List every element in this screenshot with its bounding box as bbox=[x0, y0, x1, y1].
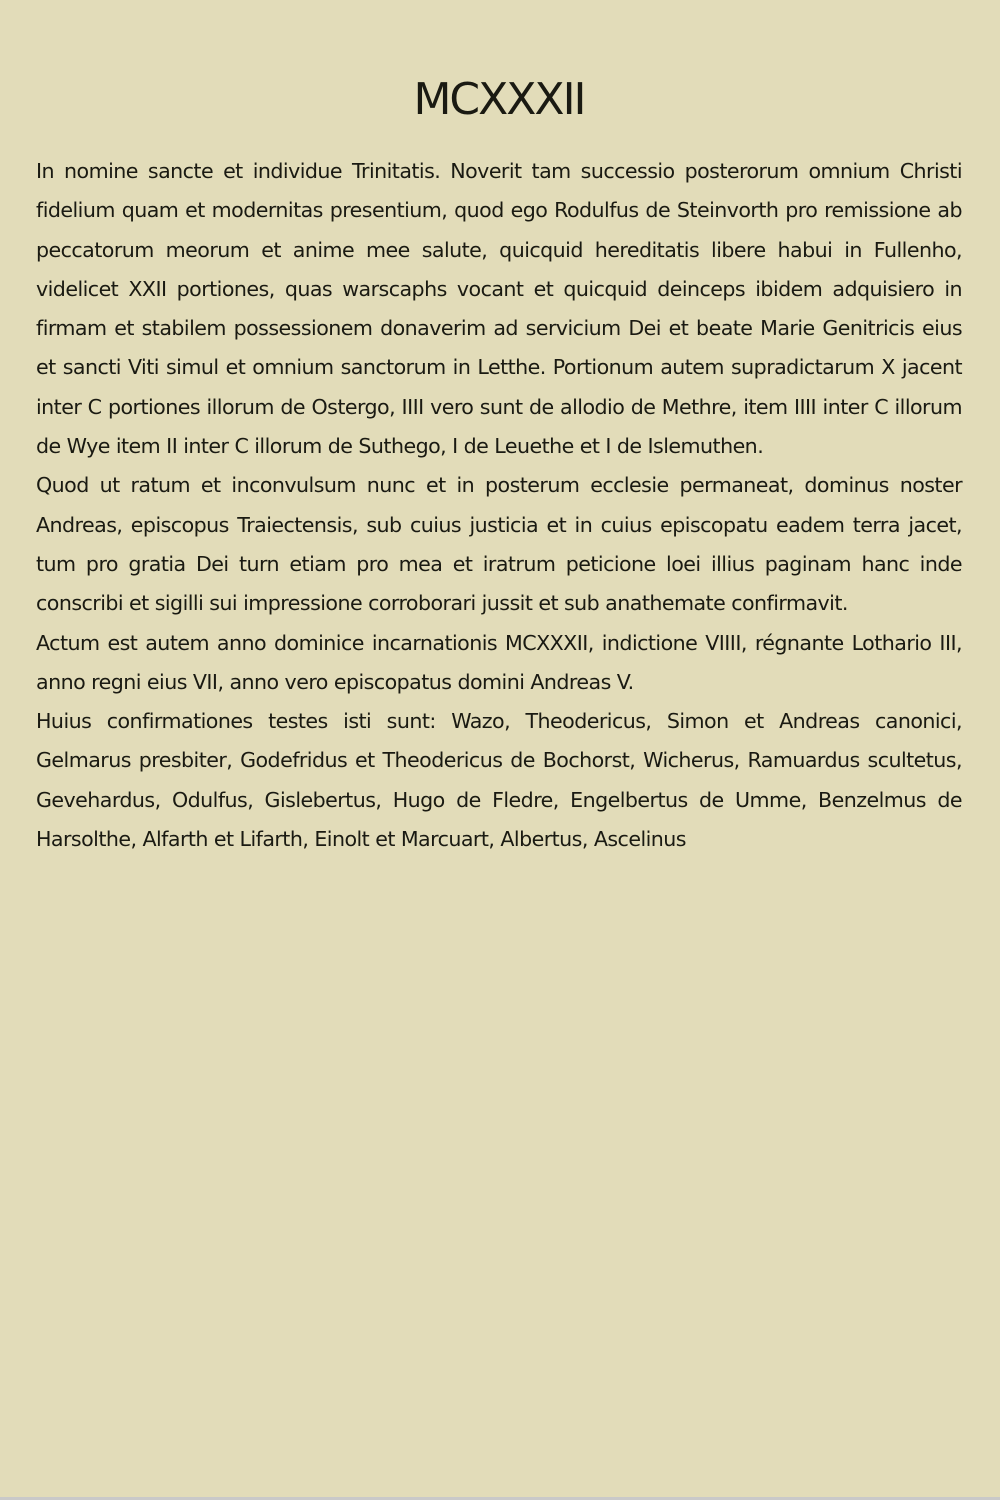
paragraph-confirmation: Quod ut ratum et inconvulsum nunc et in posterum ecclesie permaneat, dominus noster Andreas, episcopus Traiectensis, sub cuius justicia et in cuius episcopatu eadem terra jacet, tum pro gratia Dei turn etiam pro mea et iratrum peticione loei illius paginam hanc inde conscribi et sigilli sui impressione corroborari jussit et sub anathemate confirmavit. bbox=[36, 473, 962, 616]
paragraph-donation: In nomine sancte et individue Trinitatis. Noverit tam successio posterorum omnium Christi fidelium quam et modernitas presentium, quod ego Rodulfus de Steinvorth pro remissione ab peccatorum meorum et anime mee salute, quicquid hereditatis libere habui in Fullenho, videlicet XXII portiones, quas warscaphs vocant et quicquid deinceps ibidem adquisiero in firmam et stabilem possessionem donaverim ad servicium Dei et beate Marie Genitricis eius et sancti Viti simul et omnium sanctorum in Letthe. Portionum autem supradictarum X jacent inter C portiones illorum de Ostergo, IIII vero sunt de allodio de Methre, item IIII inter C illorum de Wye item II inter C illorum de Suthego, I de Leuethe et I de Islemuthen. bbox=[36, 159, 962, 459]
paragraph-witnesses: Huius confirmationes testes isti sunt: Wazo, Theodericus, Simon et Andreas canonici, Gelmarus presbiter, Godefridus et Theodericus de Bochorst, Wicherus, Ramuardus scultetus, Gevehardus, Odulfus, Gislebertus, Hugo de Fledre, Engelbertus de Umme, Benzelmus de Harsolthe, Alfarth et Lifarth, Einolt et Marcuart, Albertus, Ascelinus bbox=[36, 709, 962, 852]
paragraph-dating: Actum est autem anno dominice incarnationis MCXXXII, indictione VIIII, régnante Lothario III, anno regni eius VII, anno vero episcopatus domini Andreas V. bbox=[36, 630, 962, 694]
page-title: MCXXXII bbox=[413, 74, 585, 125]
charter-text bbox=[36, 152, 962, 859]
